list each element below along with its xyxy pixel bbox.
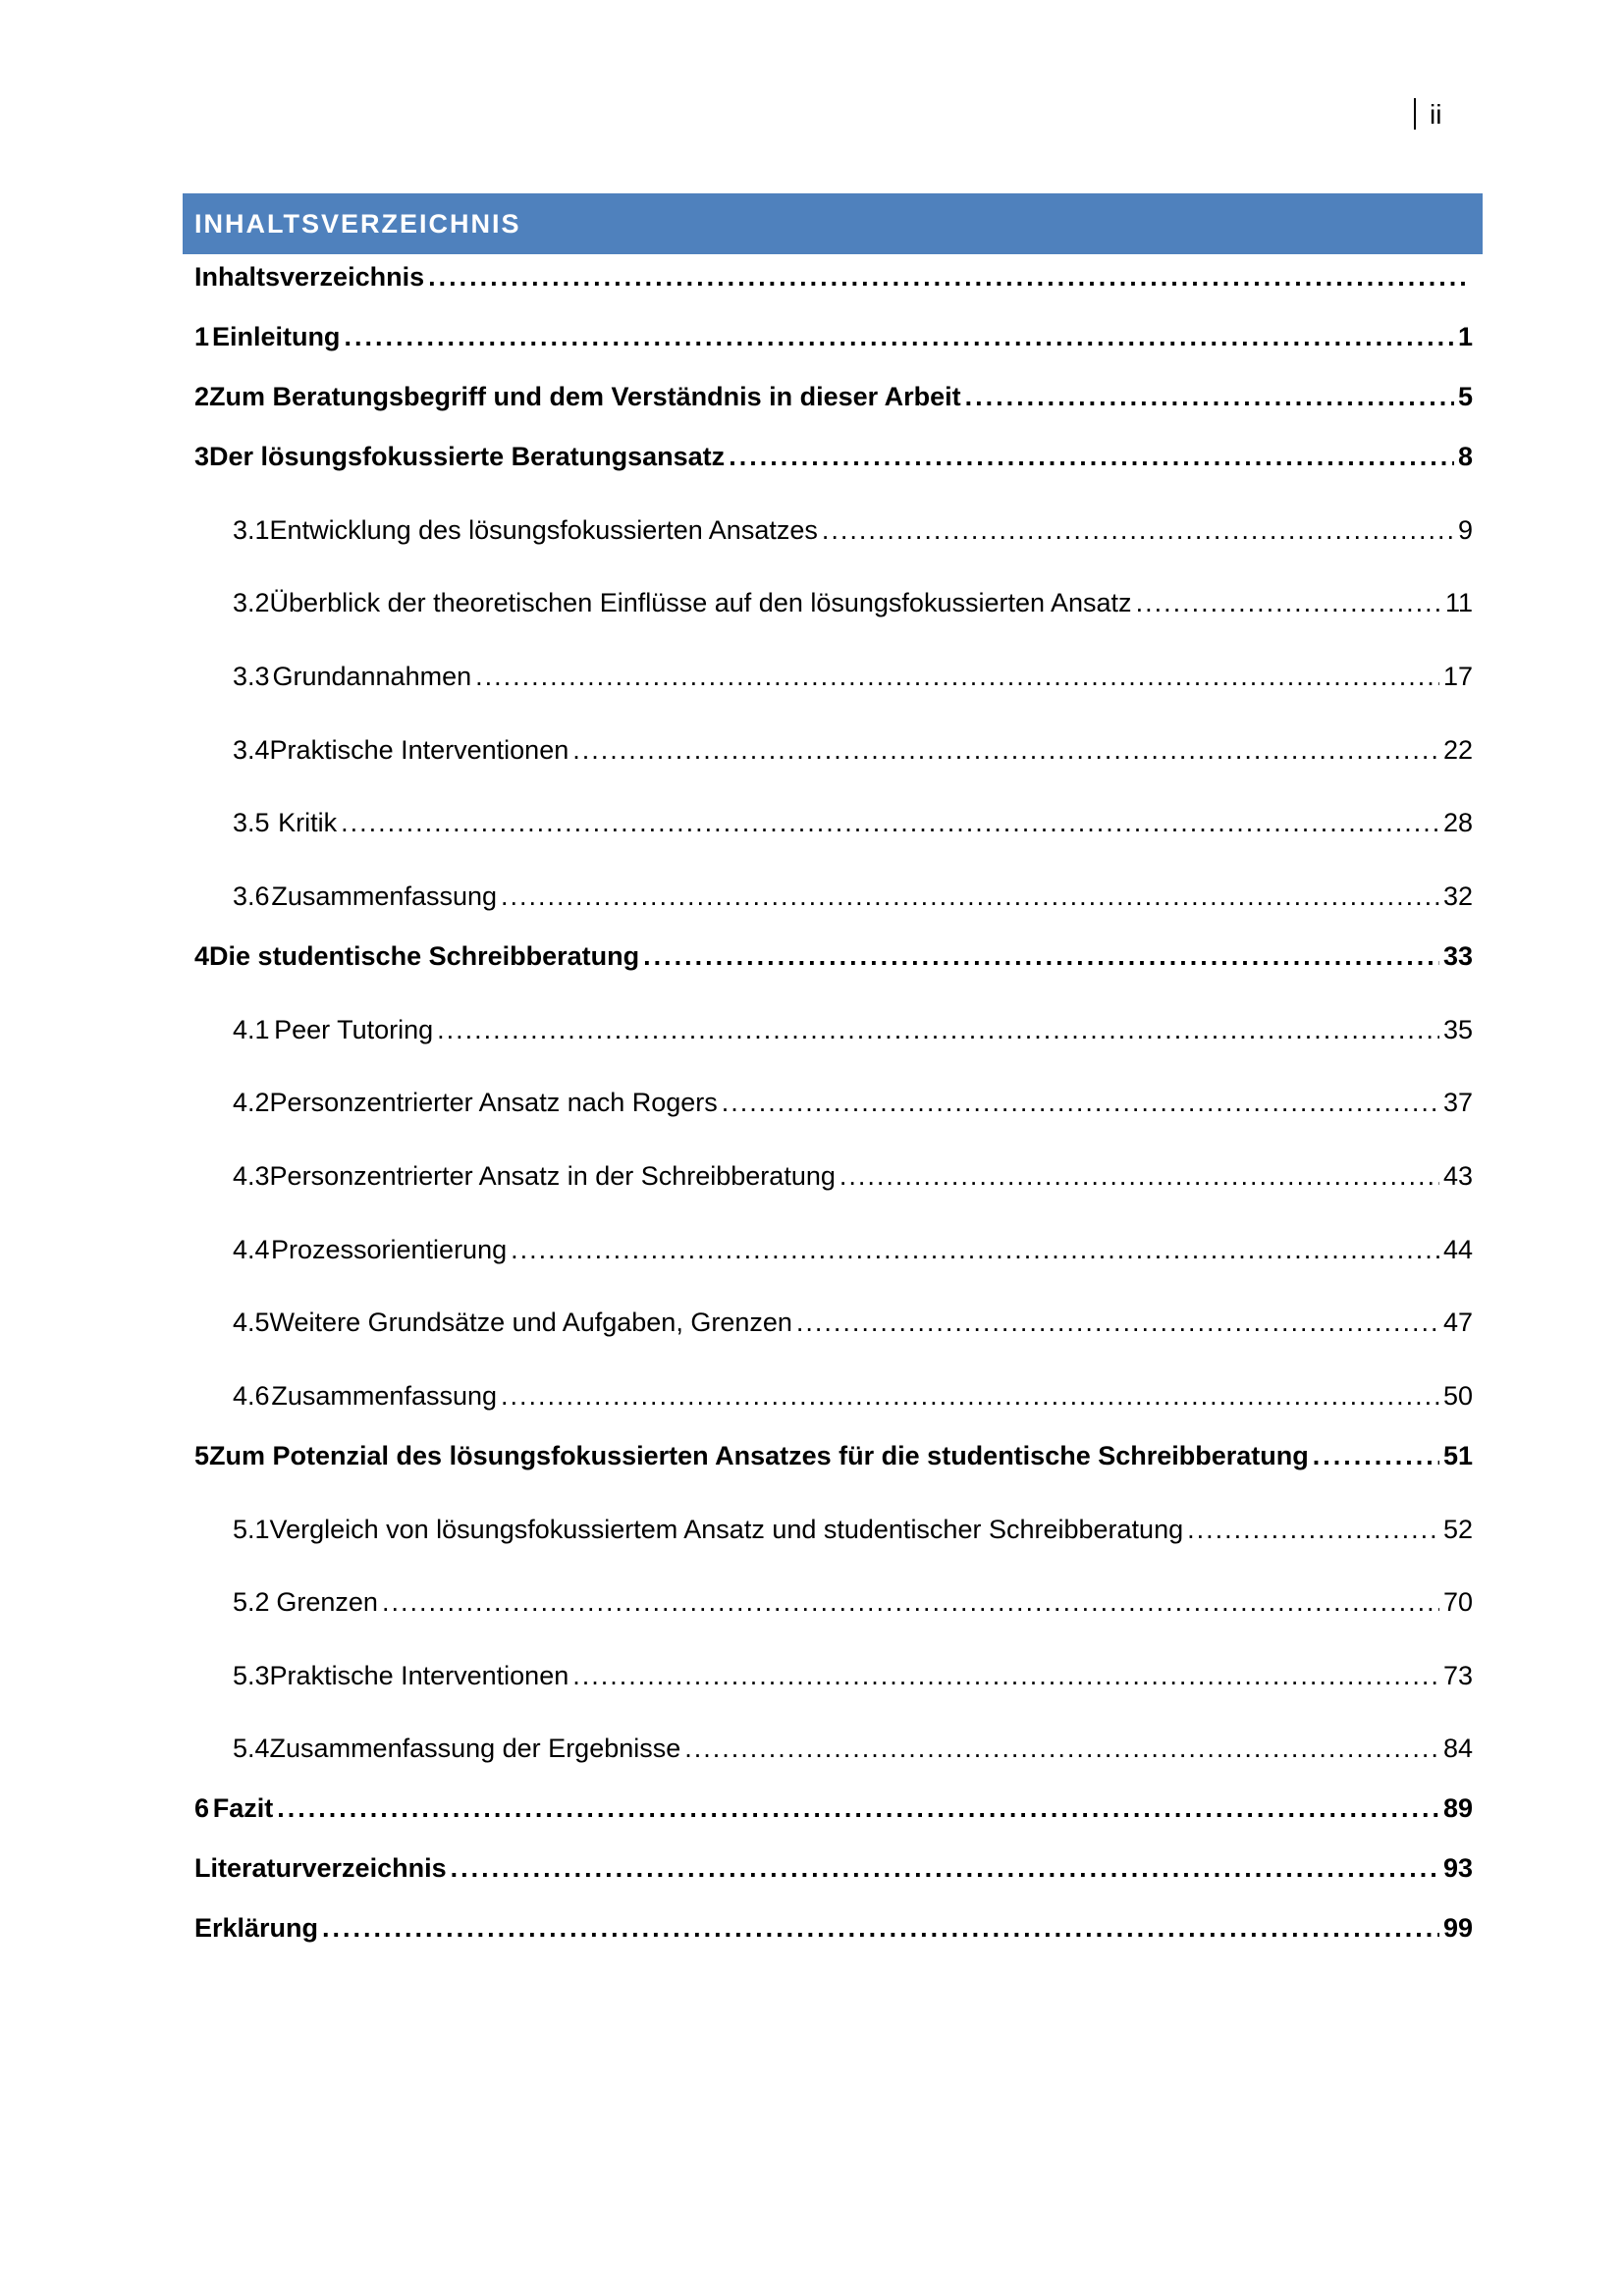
toc-entry-page: 89 [1442, 1793, 1473, 1823]
dot-leader [684, 1729, 1439, 1768]
toc-entry-number: 5.2 [233, 1587, 270, 1617]
toc-entry-number: 3.4 [233, 735, 270, 765]
toc-entry[interactable] [233, 1376, 1473, 1415]
toc-entry-page: 51 [1442, 1441, 1473, 1470]
toc-entry-number: 2 [194, 382, 210, 411]
dot-leader [382, 1582, 1439, 1622]
toc-entry-number: 3.6 [233, 881, 270, 911]
dot-leader [277, 1789, 1439, 1828]
dot-leader [822, 510, 1454, 550]
toc-entry-title: Zum Beratungsbegriff und dem Verständnis in dieser Arbeit [209, 382, 961, 411]
toc-entry[interactable] [233, 1303, 1473, 1342]
toc-entry-title: Praktische Interventionen [269, 1661, 569, 1690]
toc-entry-number: 3.1 [233, 515, 270, 545]
toc-entry-number: 5.4 [233, 1734, 270, 1763]
toc-entry-title: Inhaltsverzeichnis [194, 262, 425, 292]
dot-leader [511, 1230, 1439, 1269]
toc-entry-number: 1 [194, 322, 210, 351]
toc-entry-title: Der lösungsfokussierte Beratungsansatz [209, 442, 726, 471]
toc-entry[interactable] [233, 803, 1473, 842]
toc-entry-page: 8 [1457, 442, 1473, 471]
dot-leader [428, 257, 1469, 296]
toc-entry[interactable] [233, 1729, 1473, 1768]
toc-entry-title: Zusammenfassung [271, 1381, 498, 1411]
toc-entry[interactable] [233, 1510, 1473, 1549]
toc-entry[interactable] [194, 1789, 1473, 1828]
toc-entry[interactable] [233, 1083, 1473, 1122]
toc-entry[interactable] [233, 730, 1473, 770]
dot-leader [475, 657, 1439, 696]
dot-leader [572, 1656, 1439, 1695]
toc-entry-title: Literaturverzeichnis [194, 1853, 447, 1883]
toc-entry[interactable] [194, 1848, 1473, 1888]
dot-leader [722, 1083, 1439, 1122]
toc-entry-page: 43 [1442, 1161, 1473, 1191]
toc-entry-page: 50 [1442, 1381, 1473, 1411]
toc-entry-title: Erklärung [194, 1913, 319, 1943]
dot-leader [839, 1156, 1439, 1196]
dot-leader [451, 1848, 1439, 1888]
toc-entry-number: 4.6 [233, 1381, 270, 1411]
toc-entry-page: 93 [1442, 1853, 1473, 1883]
toc-entry-page: 32 [1442, 881, 1473, 911]
toc-entry-title: Zusammenfassung [271, 881, 498, 911]
toc-entry-number: 6 [194, 1793, 210, 1823]
toc-entry-page: 47 [1442, 1308, 1473, 1337]
toc-entry-title: Zum Potenzial des lösungsfokussierten Ansatzes für die studentische Schreibberatung [209, 1441, 1309, 1470]
toc-entry-title: Kritik [278, 808, 338, 837]
dot-leader [344, 317, 1454, 356]
toc-entry[interactable] [194, 1908, 1473, 1948]
toc-entry-page: 35 [1442, 1015, 1473, 1044]
toc-entry[interactable] [194, 377, 1473, 416]
dot-leader [437, 1010, 1439, 1049]
toc-entry[interactable] [233, 1156, 1473, 1196]
dot-leader [572, 730, 1439, 770]
toc-entry-page: 84 [1442, 1734, 1473, 1763]
dot-leader [501, 877, 1439, 916]
toc-entry-page: 70 [1442, 1587, 1473, 1617]
toc-entry-page: 28 [1442, 808, 1473, 837]
toc-entry[interactable] [194, 1436, 1473, 1475]
toc-entry[interactable] [233, 510, 1473, 550]
toc-entry-page: 11 [1444, 588, 1473, 617]
toc-entry[interactable] [194, 257, 1473, 296]
dot-leader [341, 803, 1439, 842]
dot-leader [643, 936, 1439, 976]
toc-entry-page: 1 [1457, 322, 1473, 351]
dot-leader [1187, 1510, 1439, 1549]
toc-entry[interactable] [233, 1010, 1473, 1049]
page-number-text: ii [1430, 99, 1442, 130]
toc-entry[interactable] [233, 583, 1473, 622]
toc-entry[interactable] [233, 1656, 1473, 1695]
toc-entry[interactable] [233, 877, 1473, 916]
toc-entry[interactable] [233, 1582, 1473, 1622]
toc-entry-page: 37 [1442, 1088, 1473, 1117]
toc-entry-page: 73 [1442, 1661, 1473, 1690]
dot-leader [965, 377, 1454, 416]
toc-entry-page: 44 [1442, 1235, 1473, 1264]
toc-entry-number: 4.3 [233, 1161, 270, 1191]
dot-leader [1313, 1436, 1439, 1475]
toc-entry-number: 4.1 [233, 1015, 270, 1044]
toc-entry-title: Weitere Grundsätze und Aufgaben, Grenzen [269, 1308, 792, 1337]
toc-entry-number: 5.1 [233, 1515, 270, 1544]
toc-entry-title: Zusammenfassung der Ergebnisse [269, 1734, 681, 1763]
toc-entry[interactable] [194, 317, 1473, 356]
toc-entry[interactable] [194, 437, 1473, 476]
toc-entry-number: 5.3 [233, 1661, 270, 1690]
toc-entry-page: 5 [1457, 382, 1473, 411]
toc-entry-title: Grundannahmen [272, 662, 472, 691]
toc-entry-page: 22 [1442, 735, 1473, 765]
toc-entry-page: 52 [1442, 1515, 1473, 1544]
toc-entry-number: 3.2 [233, 588, 270, 617]
toc-entry-title: Personzentrierter Ansatz in der Schreibberatung [269, 1161, 836, 1191]
toc-entry-page: 9 [1457, 515, 1473, 545]
toc-entry-number: 4.5 [233, 1308, 270, 1337]
toc-heading-banner [183, 193, 1483, 254]
toc-entry-page: 33 [1442, 941, 1473, 971]
toc-entry[interactable] [233, 1230, 1473, 1269]
toc-heading: INHALTSVERZEICHNIS [194, 209, 521, 239]
dot-leader [729, 437, 1454, 476]
header-separator [1414, 98, 1416, 130]
toc-entry-title: Peer Tutoring [274, 1015, 434, 1044]
toc-entry-title: Die studentische Schreibberatung [209, 941, 640, 971]
toc-entry-number: 3 [194, 442, 210, 471]
toc-entry-title: Überblick der theoretischen Einflüsse auf den lösungsfokussierten Ansatz [269, 588, 1132, 617]
toc-entry-title: Fazit [212, 1793, 274, 1823]
dot-leader [501, 1376, 1439, 1415]
dot-leader [1136, 583, 1441, 622]
toc-entry-number: 3.3 [233, 662, 270, 691]
toc-entry-title: Vergleich von lösungsfokussiertem Ansatz und studentischer Schreibberatung [269, 1515, 1184, 1544]
toc-entry-number: 5 [194, 1441, 210, 1470]
page-number [1414, 98, 1441, 131]
toc-entry-title: Prozessorientierung [270, 1235, 508, 1264]
toc-entry-page: 17 [1442, 662, 1473, 691]
toc-entry-page: 99 [1442, 1913, 1473, 1943]
toc-entry[interactable] [233, 657, 1473, 696]
toc-entry-number: 4.2 [233, 1088, 270, 1117]
dot-leader [796, 1303, 1439, 1342]
toc-entry[interactable] [194, 936, 1473, 976]
toc-entry-number: 4 [194, 941, 210, 971]
toc-entry-number: 4.4 [233, 1235, 270, 1264]
toc-entry-title: Entwicklung des lösungsfokussierten Ansatzes [269, 515, 818, 545]
toc-entry-title: Einleitung [211, 322, 341, 351]
toc-entry-title: Praktische Interventionen [269, 735, 569, 765]
dot-leader [322, 1908, 1439, 1948]
toc-entry-number: 3.5 [233, 808, 270, 837]
toc-entry-title: Grenzen [276, 1587, 378, 1617]
toc-entry-title: Personzentrierter Ansatz nach Rogers [269, 1088, 718, 1117]
